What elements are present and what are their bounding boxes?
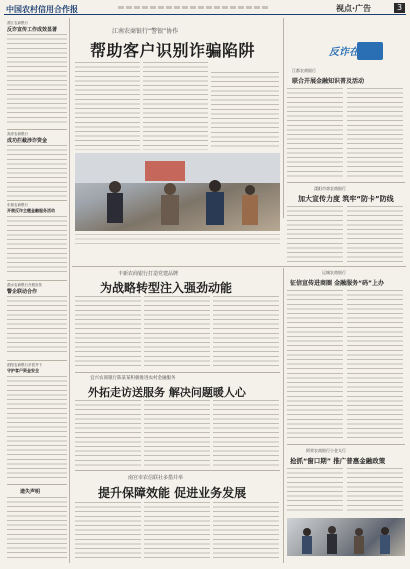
left-divider-4 bbox=[7, 360, 67, 361]
middle-story-2-body-a bbox=[75, 400, 141, 466]
left-story-4-body bbox=[7, 296, 67, 356]
right-lower-divider bbox=[287, 444, 405, 445]
issue-meta-line bbox=[118, 6, 268, 9]
middle-story-1-body-b bbox=[144, 296, 210, 368]
main-headline: 帮助客户识别诈骗陷阱 bbox=[90, 41, 256, 60]
right-lower-2-body-b bbox=[347, 468, 403, 514]
left-story-4-headline: 警企联动合作 bbox=[7, 289, 38, 295]
left-divider-1 bbox=[7, 129, 67, 130]
people-scene-graphic bbox=[75, 153, 280, 231]
right-lower-2-kicker: 阿荣农商银行小金太行 bbox=[306, 448, 346, 453]
main-photo-caption bbox=[75, 234, 280, 248]
middle-story-3-body-b bbox=[144, 502, 210, 562]
middle-story-2-body-b bbox=[144, 400, 210, 466]
anti-fraud-logo-text: 反诈在行动 bbox=[329, 47, 379, 58]
main-photo bbox=[75, 153, 280, 231]
left-story-2-body bbox=[7, 145, 67, 197]
left-story-2-kicker: 高淳农商银行 bbox=[7, 132, 28, 136]
right-divider-1 bbox=[287, 182, 405, 183]
middle-divider-1 bbox=[75, 372, 280, 373]
middle-story-1-kicker: 丰新农商银行打造党建品牌 bbox=[118, 271, 179, 277]
main-body-col-2 bbox=[143, 62, 208, 150]
left-story-3-kicker: 东源农商银行 bbox=[7, 203, 28, 207]
lost-notice-title: 遗失声明 bbox=[20, 489, 41, 495]
right-article-2-kicker: 溧阳市郊农商银行 bbox=[314, 186, 346, 191]
left-story-1-headline: 反诈宣传工作成效显著 bbox=[7, 27, 58, 33]
section-title: 视点·广告 bbox=[336, 4, 372, 13]
right-lower-1-body-a bbox=[287, 290, 343, 440]
middle-story-1-body-c bbox=[213, 296, 279, 368]
middle-story-1-headline: 为战略转型注入强劲动能 bbox=[100, 281, 233, 295]
right-lower-photo bbox=[287, 518, 405, 556]
left-story-1-body bbox=[7, 34, 67, 126]
right-lower-2-body-a bbox=[287, 468, 343, 514]
right-article-1-body-a bbox=[287, 88, 343, 178]
middle-top-rule bbox=[72, 266, 406, 267]
main-divider bbox=[283, 18, 284, 218]
group-photo-graphic bbox=[287, 518, 405, 556]
left-story-4-kicker: 溧水农商银行开展宣传 bbox=[7, 283, 42, 287]
middle-story-3-body-a bbox=[75, 502, 141, 562]
left-story-3-headline: 开展反诈主题金融服务活动 bbox=[7, 208, 55, 213]
right-article-1-body-b bbox=[347, 88, 403, 178]
middle-right-divider bbox=[283, 268, 284, 563]
right-article-2-body-a bbox=[287, 206, 343, 264]
middle-story-3-kicker: 南宫市农信联社多措并举 bbox=[128, 475, 184, 481]
right-article-1-headline: 联合开展金融知识普及活动 bbox=[292, 78, 365, 85]
left-story-5-body bbox=[7, 376, 67, 480]
middle-story-2-body-c bbox=[213, 400, 279, 466]
left-story-5-kicker: 泗阳农商银行多管齐下 bbox=[7, 363, 42, 367]
lost-notice-body bbox=[7, 497, 67, 559]
left-column-divider bbox=[69, 18, 70, 563]
main-body-col-3 bbox=[211, 72, 279, 150]
anti-fraud-logo bbox=[327, 40, 385, 62]
middle-story-3-body-c bbox=[213, 502, 279, 562]
right-lower-2-headline: 抢抓“窗口期” 推广普惠金融政策 bbox=[290, 457, 386, 465]
left-divider-2 bbox=[7, 200, 67, 201]
anti-fraud-logo-graphic bbox=[327, 40, 385, 62]
right-lower-1-headline: 征信宣传进商圈 金融服务“码”上办 bbox=[290, 280, 384, 287]
right-lower-1-body-b bbox=[347, 290, 403, 440]
right-article-2-headline: 加大宣传力度 筑牢“防卡”防线 bbox=[298, 195, 394, 203]
header-rule bbox=[4, 14, 406, 15]
middle-story-3-headline: 提升保障效能 促进业务发展 bbox=[98, 486, 247, 500]
right-article-1-kicker: 江都农商银行 bbox=[292, 68, 316, 73]
middle-story-1-body-a bbox=[75, 296, 141, 368]
left-story-5-headline: 守护客户资金安全 bbox=[7, 368, 39, 373]
right-article-2-body-b bbox=[347, 206, 403, 264]
page-number: 3 bbox=[394, 3, 405, 13]
main-kicker: 江南农商银行“警银”协作 bbox=[112, 28, 179, 35]
main-body-col-1 bbox=[75, 62, 140, 150]
middle-divider-2 bbox=[75, 470, 280, 471]
left-story-1-kicker: 溧江农商银行 bbox=[7, 21, 28, 25]
middle-story-2-headline: 外拓走访送服务 解决问题暖人心 bbox=[88, 386, 246, 399]
left-story-3-body bbox=[7, 216, 67, 276]
left-divider-5 bbox=[7, 484, 67, 485]
left-story-2-headline: 成功拦截涉诈资金 bbox=[7, 138, 48, 144]
left-divider-3 bbox=[7, 280, 67, 281]
right-lower-1-kicker: 运城农商银行 bbox=[322, 270, 346, 275]
masthead: 中国农村信用合作报 bbox=[6, 5, 78, 14]
middle-story-2-kicker: 宜兴农商银行陈某某积极推进农村金融服务 bbox=[90, 376, 176, 381]
